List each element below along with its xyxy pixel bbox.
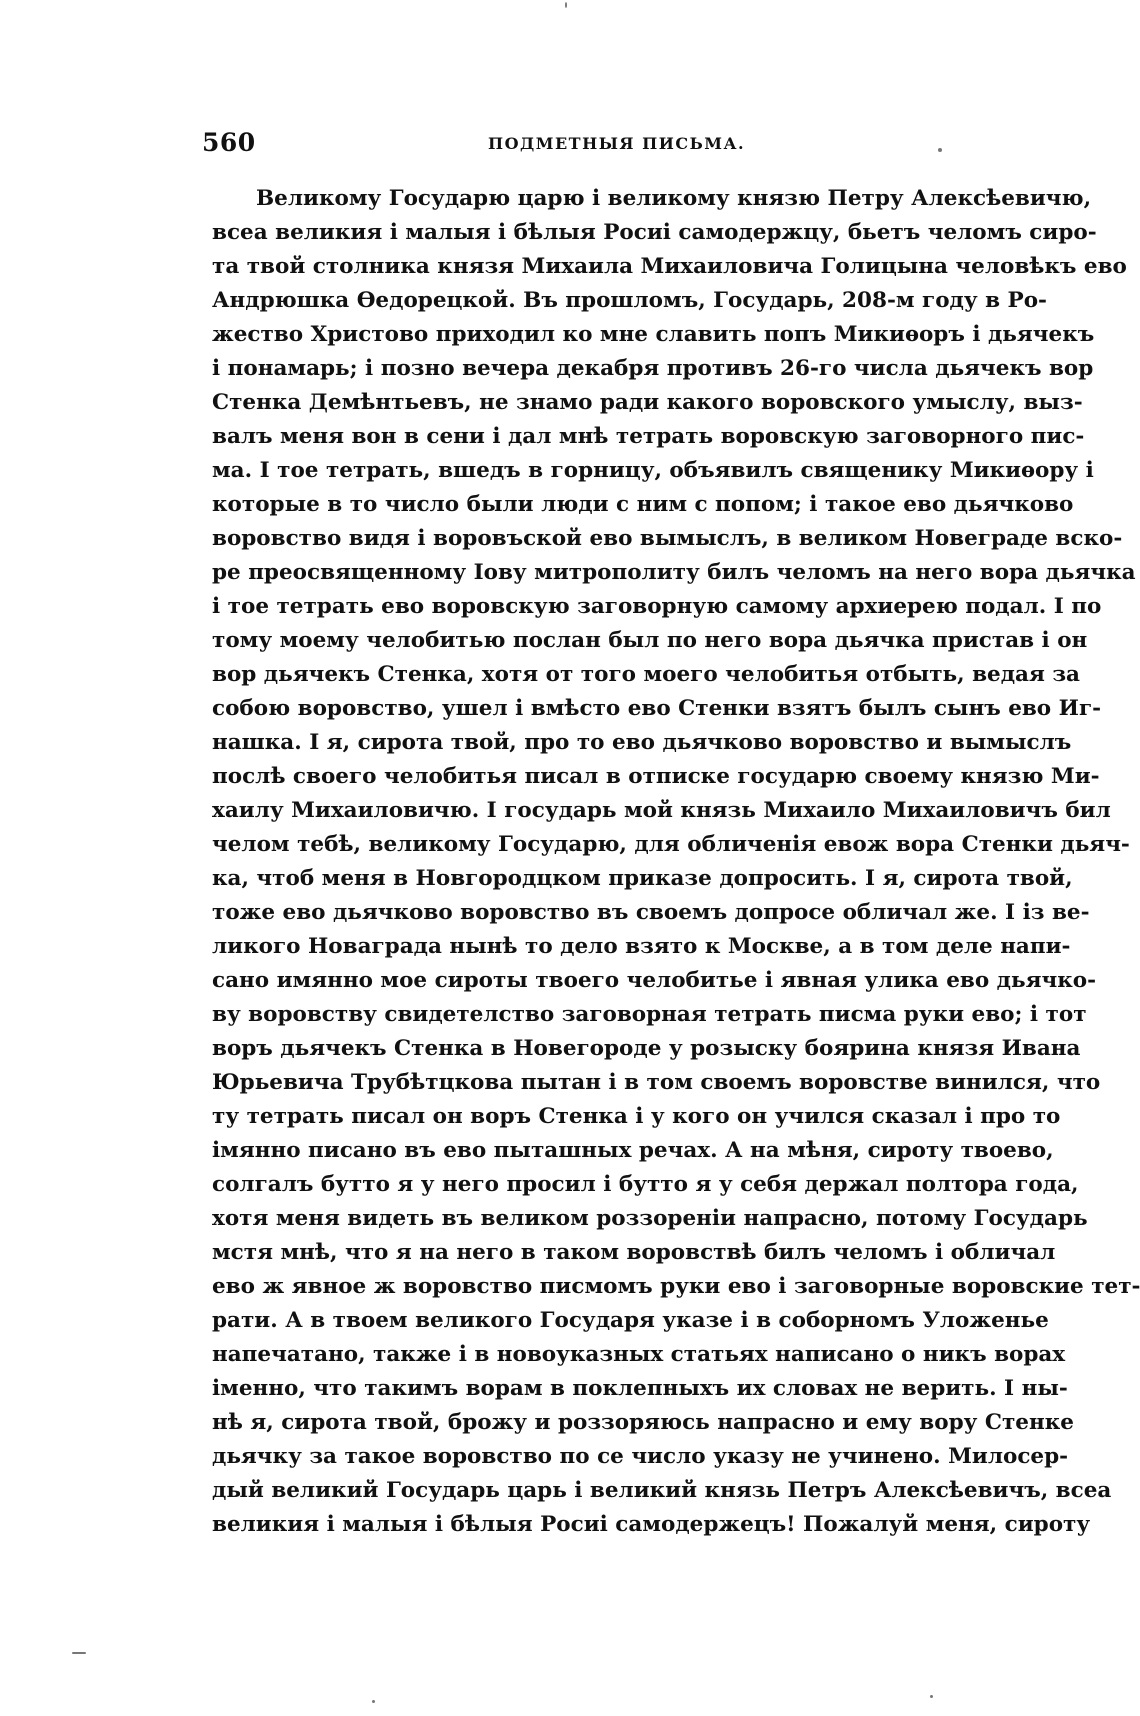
text-line: послѣ своего челобитья писал в отписке государю своему князю Ми- [212,764,1100,789]
text-line: ма. I тое тетрать, вшедъ в горницу, объявилъ священику Микиѳору і [212,458,1094,483]
scan-speck [372,1700,375,1703]
text-line: собою воровство, ушел і вмѣсто ево Стенки взятъ былъ сынъ ево Иг- [212,696,1102,721]
text-line: нѣ я, сирота твой, брожу и роззоряюсь напрасно и ему вору Стенке [212,1410,1074,1435]
text-line: напечатано, также і в новоуказных статьях написано о никъ ворах [212,1342,1066,1367]
text-line: которые в то число были люди с ним с попом; і такое ево дьячково [212,492,1074,517]
text-line: воръ дьячекъ Стенка в Новегороде у розыску боярина князя Ивана [212,1036,1081,1061]
body-text [212,182,1140,1542]
running-title: ПОДМЕТНЫЯ ПИСЬМА. [488,134,746,153]
text-line: великия і малыя і бѣлыя Росиі самодержецъ! Пожалуй меня, сироту [212,1512,1091,1537]
text-line: дьячку за такое воровство по се число указу не учинено. Милосер- [212,1444,1069,1469]
text-line: Стенка Демѣнтьевъ, не знамо ради какого воровского умыслу, выз- [212,390,1083,415]
text-line: імянно писано въ ево пыташных речах. А на мѣня, сироту твоево, [212,1138,1054,1163]
text-line: воровство видя і воровъской ево вымыслъ, в великом Новеграде вско- [212,526,1123,551]
text-line: тому моему челобитью послан был по него вора дьячка пристав і он [212,628,1088,653]
text-line: солгалъ бутто я у него просил і бутто я у себя держал полтора года, [212,1172,1079,1197]
text-line: всеа великия і малыя і бѣлыя Росиі самодержцу, бьетъ челомъ сиро- [212,220,1097,245]
text-line: і тое тетрать ево воровскую заговорную самому архиерею подал. I по [212,594,1102,619]
text-line: Великому Государю царю і великому князю Петру Алексѣевичю, [256,186,1092,211]
text-line: дый великий Государь царь і великий князь Петръ Алексѣевичъ, всеа [212,1478,1112,1503]
text-line: та твой столника князя Михаила Михаиловича Голицына человѣкъ ево [212,254,1127,279]
text-line: ево ж явное ж воровство писмомъ руки ево і заговорные воровские тет- [212,1274,1140,1299]
scan-speck [938,148,942,152]
text-line: вор дьячекъ Стенка, хотя от того моего челобитья отбыть, ведая за [212,662,1080,687]
text-line: хотя меня видеть въ великом роззореніи напрасно, потому Государь [212,1206,1088,1231]
text-line: Андрюшка Ѳедорецкой. Въ прошломъ, Государь, 208-м году в Ро- [212,288,1047,313]
scan-speck [72,1652,86,1654]
scan-speck [930,1695,933,1698]
text-line: мстя мнѣ, что я на него в таком воровствѣ билъ челомъ і обличал [212,1240,1056,1265]
text-line: іменно, что такимъ ворам в поклепныхъ их словах не верить. I ны- [212,1376,1068,1401]
text-line: Юрьевича Трубѣтцкова пытан і в том своемъ воровстве винился, что [212,1070,1101,1095]
text-line: і понамарь; і позно вечера декабря противъ 26-го числа дьячекъ вор [212,356,1094,381]
text-line: валъ меня вон в сени і дал мнѣ тетрать воровскую заговорного пис- [212,424,1085,449]
text-line: челом тебѣ, великому Государю, для обличенія евож вора Стенки дьяч- [212,832,1130,857]
text-line: ка, чтоб меня в Новгородцком приказе допросить. I я, сирота твой, [212,866,1073,891]
page-number: 560 [202,128,256,157]
text-line: ре преосвященному Іову митрополиту билъ челомъ на него вора дьячка [212,560,1136,585]
text-line: тоже ево дьячково воровство въ своемъ допросе обличал же. I із ве- [212,900,1090,925]
text-line: хаилу Михаиловичю. I государь мой князь Михаило Михаиловичъ бил [212,798,1111,823]
text-line: сано имянно мое сироты твоего челобитье і явная улика ево дьячко- [212,968,1096,993]
text-line: ликого Новаграда нынѣ то дело взято к Москве, а в том деле напи- [212,934,1071,959]
text-line: рати. А в твоем великого Государя указе і в соборномъ Уложенье [212,1308,1049,1333]
text-line: жество Христово приходил ко мне славить попъ Микиѳоръ і дьячекъ [212,322,1095,347]
page-header [202,128,962,168]
scan-speck [565,2,567,8]
text-line: нашка. I я, сирота твой, про то ево дьячково воровство и вымыслъ [212,730,1072,755]
text-line: ту тетрать писал он воръ Стенка і у кого он учился сказал і про то [212,1104,1061,1129]
text-line: ву воровству свидетелство заговорная тетрать писма руки ево; і тот [212,1002,1087,1027]
